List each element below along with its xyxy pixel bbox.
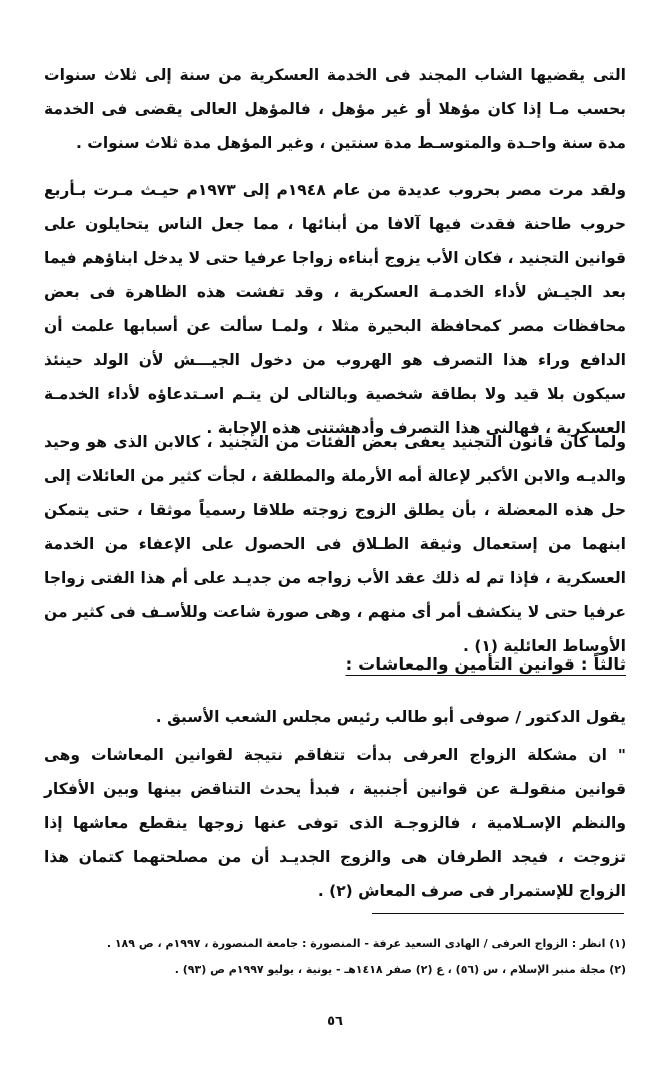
paragraph-1: التى يقضيها الشاب المجند فى الخدمة العسكرية من سنة إلى ثلاث سنوات بحسب مـا إذا كان مؤهلا أو غير مؤهل ، فالمؤهل العالى يقضى فى الخدمة مدة سنة واحـدة والمتوسـط مدة سنتين ، وغير المؤهل مدة ثلاث سنوات . [44,66,626,152]
paragraph-2: ولقد مرت مصر بحروب عديدة من عام ١٩٤٨م إلى ١٩٧٣م حيـث مـرت بـأربع حروب طاحنة فقدت فيها آلافا من أبنائها ، مما جعل الناس يتحايلون على قوانين التجنيد ، فكان الأب يزوج أبناءه زواجا عرفيا حتى لا يدخل ابناؤهم فيما بعد الجيـش لأداء الخدمـة العسكرية ، وقد تفشت هذه الظاهرة فى بعض محافظات مصر كمحافظة البحيرة مثلا ، ولمـا سألت عن أسبابها علمت أن الدافع وراء هذا التصرف هو الهروب من دخول الجيـــش لأن الولد حينئذ سيكون بلا قيد ولا بطاقة شخصية وبالتالى لن يتـم اسـتدعاؤه لأداء الخدمـة العسكرية ، فهالنى هذا التصرف وأدهشتنى هذه الإجابة . [44,181,627,437]
page-number: ٥٦ [327,1014,343,1029]
footnote-2: (٢) مجلة منبر الإسلام ، س (٥٦) ، ع (٢) صفر ١٤١٨هـ - يونية ، يوليو ١٩٩٧م ص (٩٣) . [174,963,626,976]
paragraph-3: ولما كان قانون التجنيد يعفى بعض الفئات من التجنيد ، كالابن الذى هو وحيد والديـه والابن الأكبر لإعالة أمه الأرملة والمطلقة ، لجأت كثير من العائلات إلى حل هذه المعضلة ، بأن يطلق الزوج زوجته طلاقا رسمياً موثقا ، حتى يتمكن ابنهما من إستعمال وثيقة الطـلاق فى الحصول على الإعفاء من الخدمة العسكرية ، فإذا تم له ذلك عقد الأب زواجه من جديـد على أم هذا الفتى زواجا عرفيا حتى لا ينكشف أمر أى منهم ، وهى صورة شاعت وللأسـف فى كثير من الأوساط العائلية (١) . [44,433,626,655]
paragraph-4: يقول الدكتور / صوفى أبو طالب رئيس مجلس الشعب الأسبق . [155,708,626,726]
footnote-divider [372,913,624,914]
section-heading: ثالثاً : قوانين التأمين والمعاشات : [345,655,626,675]
footnote-1: (١) انظر : الزواج العرفى / الهادى السعيد عرفة - المنصورة : جامعة المنصورة ، ١٩٩٧م ، ص ١٨٩ . [106,937,626,950]
paragraph-5: " ان مشكلة الزواج العرفى بدأت تتفاقم نتيجة لقوانين المعاشات وهى قوانين منقولـة عن قوانين أجنبية ، فبدأ يحدث التناقض بينها وبين الأفكار والنظم الإسـلامية ، فالزوجـة الذى توفى عنها زوجها ينقطع معاشها إذا تزوجت ، فيجد الطرفان هى والزوج الجديـد أن من مصلحتهما كتمان هذا الزواج للإستمرار فى صرف المعاش (٢) . [44,746,626,900]
